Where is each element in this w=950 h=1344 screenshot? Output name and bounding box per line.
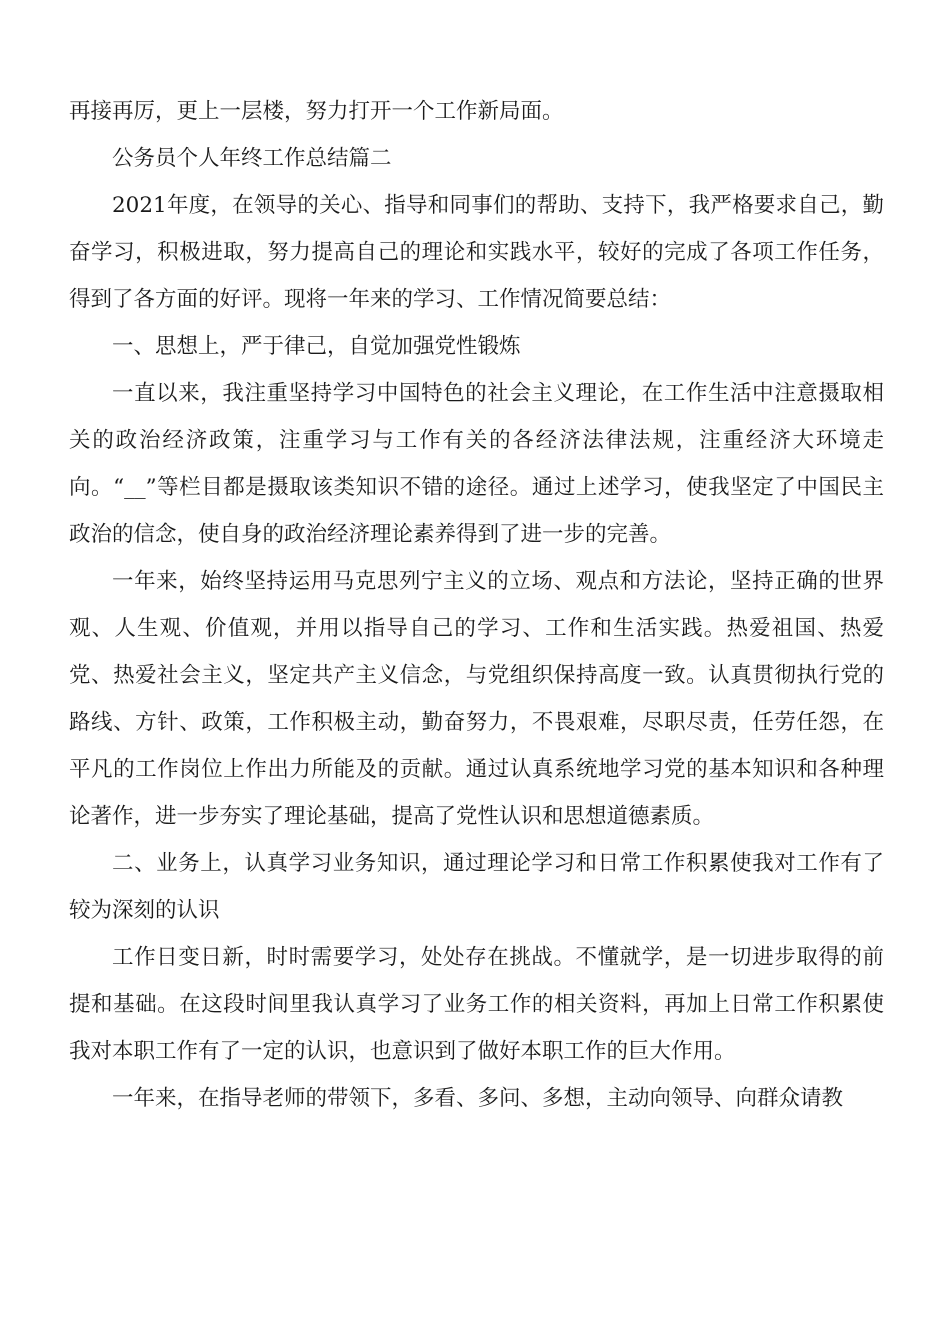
- document-body: [69, 88, 884, 1122]
- paragraph-continuation: 再接再厉，更上一层楼，努力打开一个工作新局面。: [69, 99, 564, 124]
- paragraph-guidance: 一年来，在指导老师的带领下，多看、多问、多想，主动向领导、向群众请教: [112, 1086, 844, 1111]
- section-heading: 公务员个人年终工作总结篇二: [112, 146, 392, 171]
- paragraph-work: 工作日变日新，时时需要学习，处处存在挑战。不懂就学，是一切进步取得的前提和基础。在这段时间里我认真学习了业务工作的相关资料，再加上日常工作积累使我对本职工作有了一定的认识，也意识到了做好本职工作的巨大作用。: [69, 945, 884, 1064]
- subheading-ideology: 一、思想上，严于律己，自觉加强党性锻炼: [112, 334, 521, 359]
- subheading-business: 二、业务上，认真学习业务知识，通过理论学习和日常工作积累使我对工作有了较为深刻的认识: [69, 851, 884, 923]
- paragraph-year: 一年来，始终坚持运用马克思列宁主义的立场、观点和方法论，坚持正确的世界观、人生观、价值观，并用以指导自己的学习、工作和生活实践。热爱祖国、热爱党、热爱社会主义，坚定共产主义信念，与党组织保持高度一致。认真贯彻执行党的路线、方针、政策，工作积极主动，勤奋努力，不畏艰难，尽职尽责，任劳任怨，在平凡的工作岗位上作出力所能及的贡献。通过认真系统地学习党的基本知识和各种理论著作，进一步夯实了理论基础，提高了党性认识和思想道德素质。: [69, 569, 884, 829]
- paragraph-intro: 2021年度，在领导的关心、指导和同事们的帮助、支持下，我严格要求自己，勤奋学习，积极进取，努力提高自己的理论和实践水平，较好的完成了各项工作任务，得到了各方面的好评。现将一年来的学习、工作情况简要总结：: [69, 193, 884, 312]
- paragraph-study: 一直以来，我注重坚持学习中国特色的社会主义理论，在工作生活中注意摄取相关的政治经济政策，注重学习与工作有关的各经济法律法规，注重经济大环境走向。“__”等栏目都是摄取该类知识不错的途径。通过上述学习，使我坚定了中国民主政治的信念，使自身的政治经济理论素养得到了进一步的完善。: [69, 381, 884, 547]
